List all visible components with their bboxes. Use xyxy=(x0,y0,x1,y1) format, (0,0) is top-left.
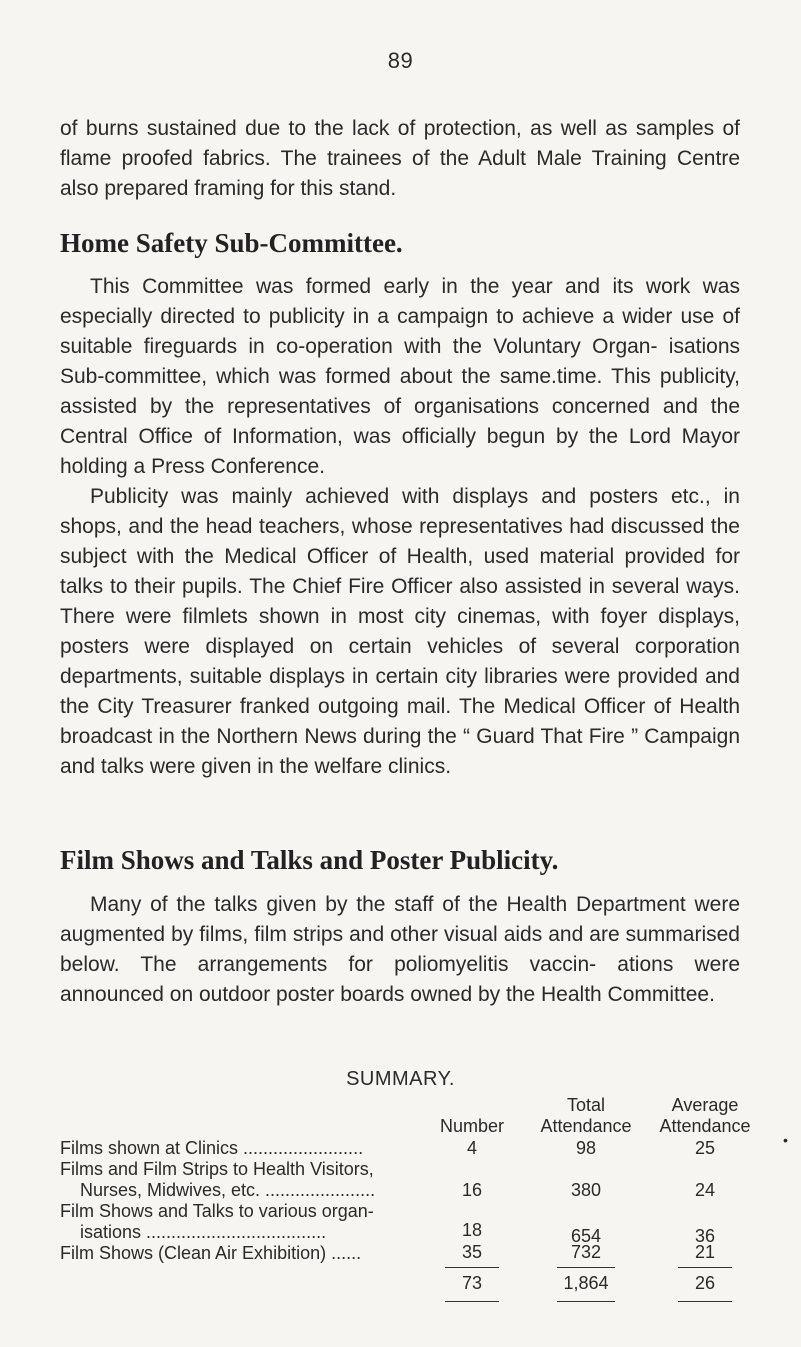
table-cell-total: 732 xyxy=(570,1242,602,1262)
table-cell-average: 25 xyxy=(694,1138,716,1158)
table-cell-number: 18 xyxy=(461,1220,483,1240)
table-row-label: Film Shows and Talks to various organ- xyxy=(60,1201,374,1221)
table-cell-average: 36 xyxy=(694,1226,716,1246)
margin-mark: • xyxy=(783,1132,788,1148)
table-row-label-continuation: Nurses, Midwives, etc. ...................... xyxy=(80,1180,376,1200)
total-rule-bottom xyxy=(445,1301,499,1302)
section-heading-home-safety: Home Safety Sub-Committee. xyxy=(60,228,403,258)
total-rule-bottom xyxy=(557,1301,615,1302)
header-total-line1: Total xyxy=(566,1095,606,1115)
total-average: 26 xyxy=(694,1273,716,1293)
table-cell-number: 4 xyxy=(466,1138,477,1158)
film-shows-paragraph: Many of the talks given by the staff of the Health Department were augmented by films, film strips and other visual aids and are summarised below. The arrangements for poliomyelitis vaccin- ations were announced on outdoor poster boards owned by the Health Committee. xyxy=(60,893,740,1006)
home-safety-paragraph-2: Publicity was mainly achieved with displays and posters etc., in shops, and the head teachers, whose representatives had discussed the subject with the Medical Officer of Health, used material provided for talks to their pupils. The Chief Fire Officer also assisted in several ways. There were filmlets shown in most city cinemas, with foyer displays, posters were displayed on certain vehicles of several corporation departments, suitable displays in certain city libraries were provided and the City Treasurer franked outgoing mail. The Medical Officer of Health broadcast in the Northern News during the “ Guard That Fire ” Campaign and talks were given in the welfare clinics. xyxy=(60,485,740,778)
header-total-line2: Attendance xyxy=(540,1116,632,1136)
table-cell-number: 16 xyxy=(461,1180,483,1200)
total-rule-top xyxy=(445,1267,499,1268)
header-average-line2: Attendance xyxy=(659,1116,751,1136)
table-cell-average: 21 xyxy=(694,1242,716,1262)
page-number: 89 xyxy=(387,48,414,73)
table-cell-average: 24 xyxy=(694,1180,716,1200)
table-row-label-continuation: isations .................................... xyxy=(80,1222,327,1242)
intro-paragraph: of burns sustained due to the lack of protection, as well as samples of flame proofed fabrics. The trainees of the Adult Male Training Centre also prepared framing for this stand. xyxy=(60,117,740,200)
section-heading-film-shows: Film Shows and Talks and Poster Publicity. xyxy=(60,845,559,875)
total-attendance: 1,864 xyxy=(563,1273,609,1293)
table-row-label: Films shown at Clinics ........................ xyxy=(60,1138,364,1158)
table-row-label: Films and Film Strips to Health Visitors, xyxy=(60,1159,374,1179)
header-number: Number xyxy=(439,1116,505,1136)
home-safety-paragraph-1: This Committee was formed early in the year and its work was especially directed to publicity in a campaign to achieve a wider use of suitable fireguards in co-operation with the Voluntary Organ- isations Sub-committee, which was formed about the same.time. This publicity, assisted by the representatives of organisations concerned and the Central Office of Information, was officially begun by the Lord Mayor holding a Press Conference. xyxy=(60,275,740,478)
table-cell-total: 380 xyxy=(570,1180,602,1200)
table-cell-total: 98 xyxy=(575,1138,597,1158)
total-rule-bottom xyxy=(678,1301,732,1302)
table-cell-number: 35 xyxy=(461,1242,483,1262)
summary-title: SUMMARY. xyxy=(346,1068,455,1090)
table-row-label: Film Shows (Clean Air Exhibition) ...... xyxy=(60,1243,362,1263)
total-rule-top xyxy=(678,1267,732,1268)
total-rule-top xyxy=(557,1267,615,1268)
header-average-line1: Average xyxy=(671,1095,739,1115)
table-cell-total: 654 xyxy=(570,1226,602,1246)
total-number: 73 xyxy=(461,1273,483,1293)
